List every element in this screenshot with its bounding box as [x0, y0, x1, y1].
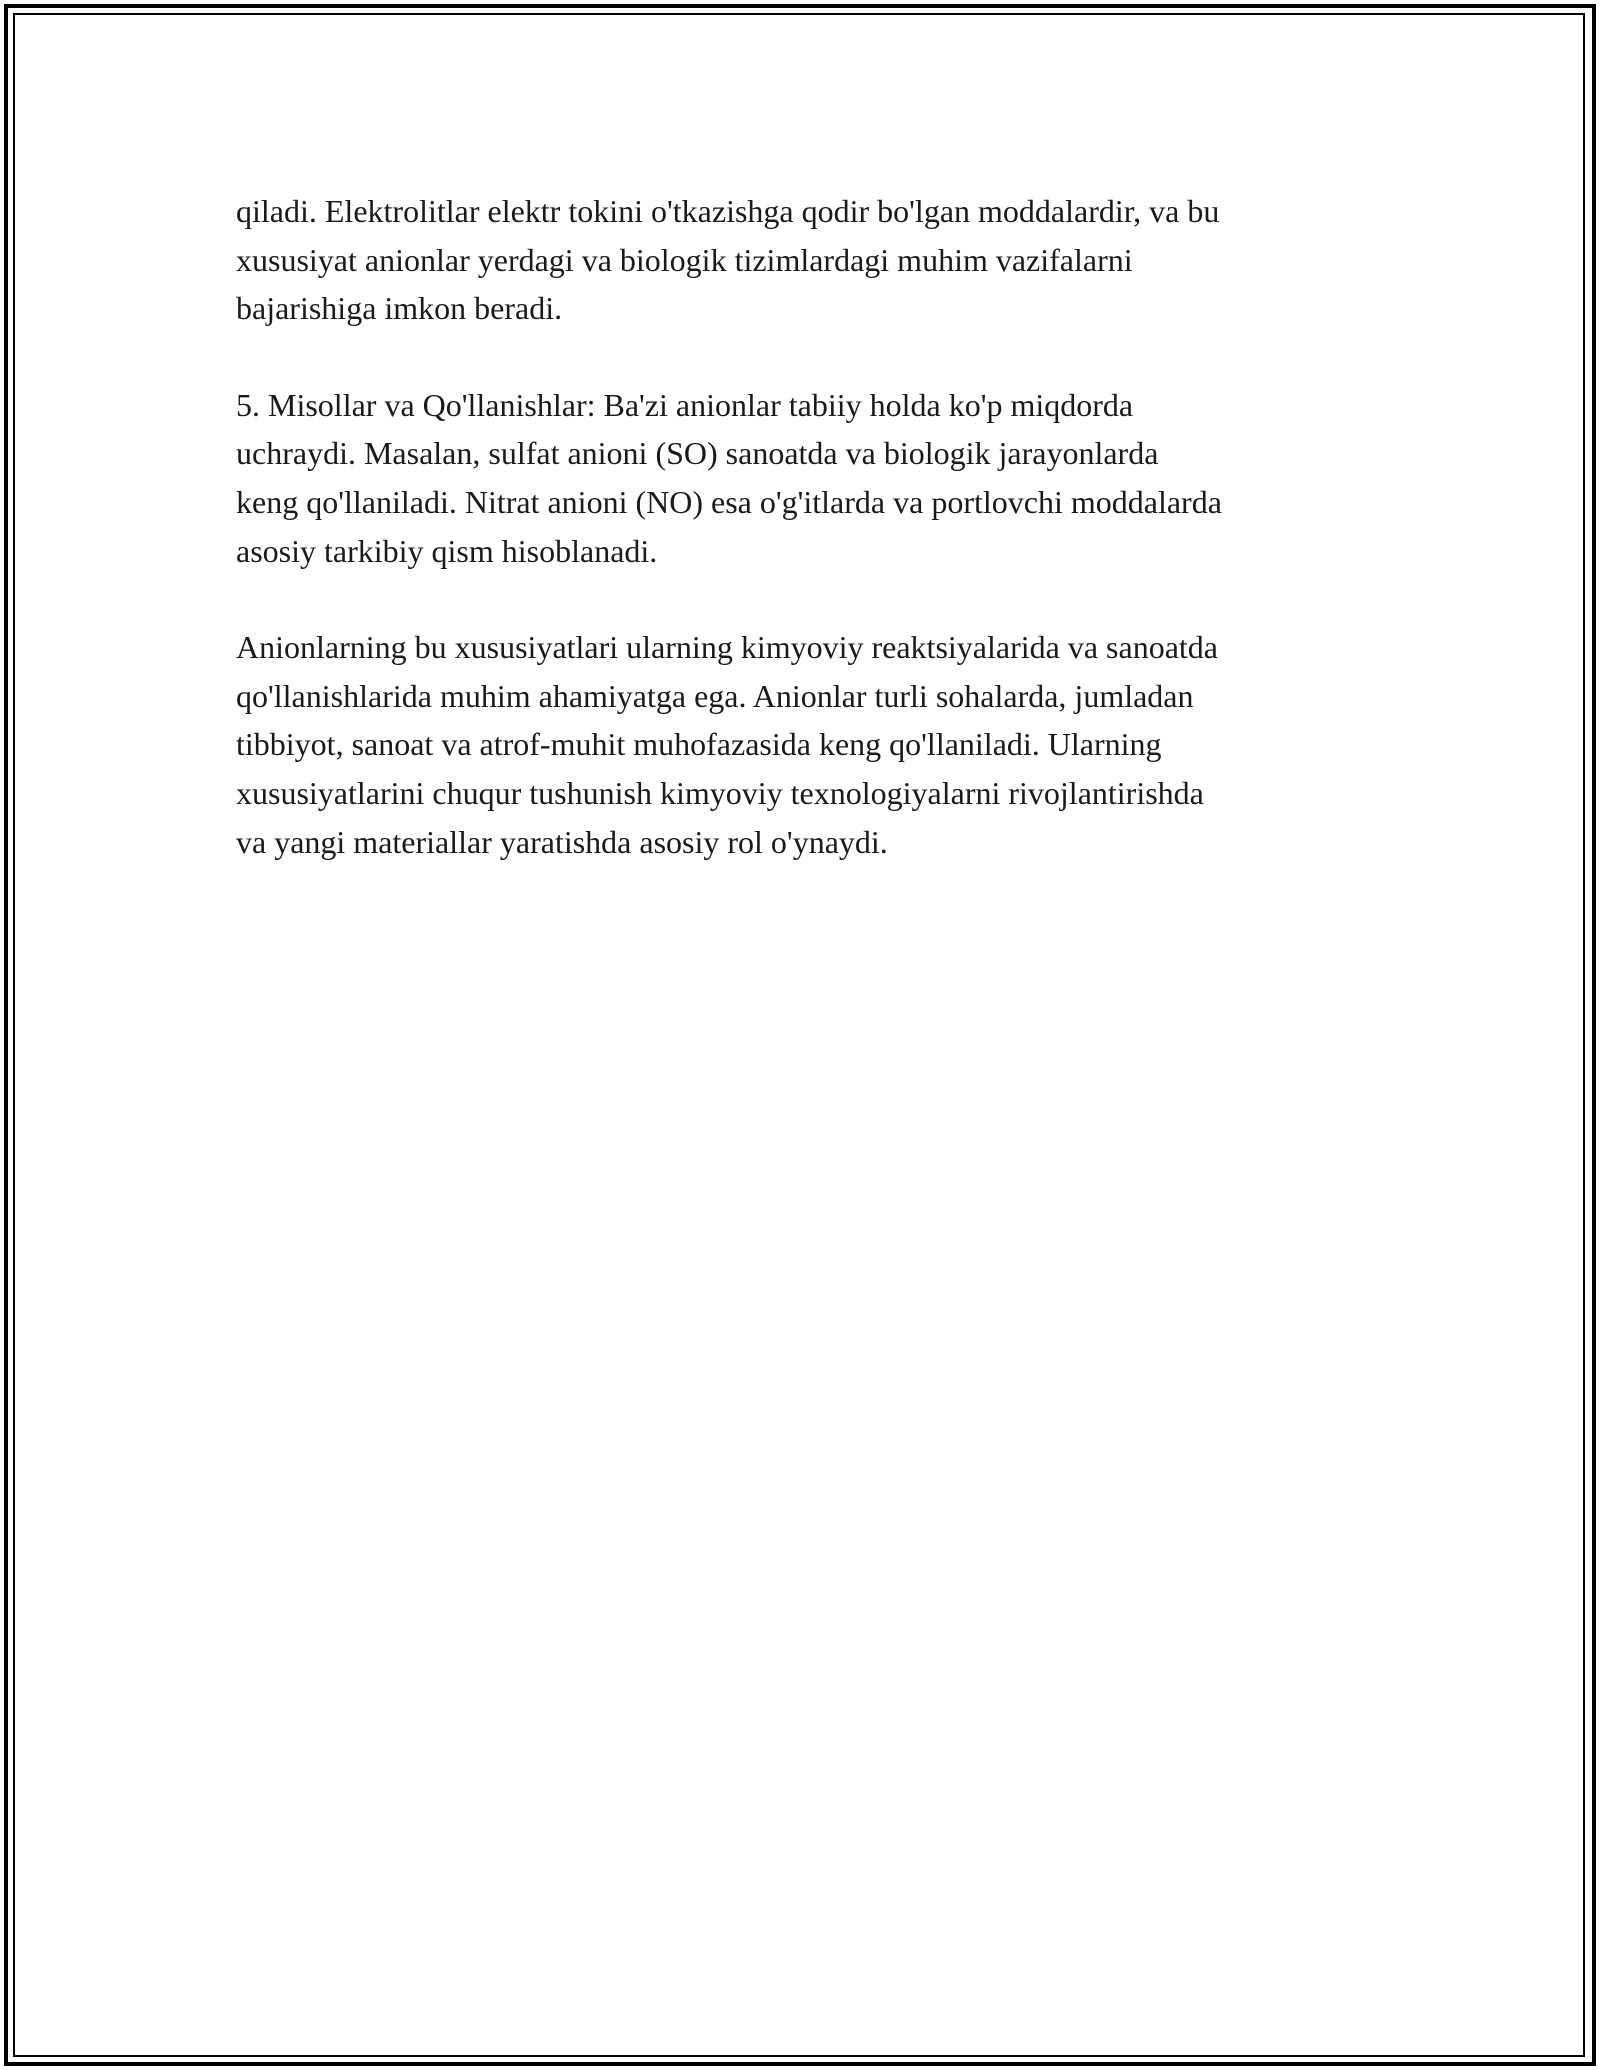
text-line: 5. Misollar va Qo'llanishlar: Ba'zi anionlar tabiiy holda ko'p miqdorda [236, 386, 1134, 423]
text-line: asosiy tarkibiy qism hisoblanadi. [236, 532, 658, 569]
text-line: uchraydi. Masalan, sulfat anioni (SO) sanoatda va biologik jarayonlarda [236, 435, 1159, 472]
text-line: tibbiyot, sanoat va atrof-muhit muhofazasida keng qo'llaniladi. Ularning [236, 726, 1162, 763]
document-body [236, 187, 1376, 914]
text-line: Anionlarning bu xususiyatlari ularning kimyoviy reaktsiyalarida va sanoatda [236, 629, 1218, 666]
text-line: xususiyat anionlar yerdagi va biologik tizimlardagi muhim vazifalarni [236, 241, 1133, 278]
text-line: bajarishiga imkon beradi. [236, 290, 563, 327]
paragraph-electrolytes [236, 187, 1376, 333]
paragraph-conclusion [236, 623, 1376, 866]
text-line: qiladi. Elektrolitlar elektr tokini o'tkazishga qodir bo'lgan moddalardir, va bu [236, 193, 1220, 229]
text-line: keng qo'llaniladi. Nitrat anioni (NO) esa o'g'itlarda va portlovchi moddalarda [236, 483, 1222, 520]
paragraph-examples [236, 381, 1376, 575]
text-line: va yangi materiallar yaratishda asosiy rol o'ynaydi. [236, 823, 888, 860]
text-line: xususiyatlarini chuqur tushunish kimyoviy texnologiyalarni rivojlantirishda [236, 774, 1204, 811]
text-line: qo'llanishlarida muhim ahamiyatga ega. Anionlar turli sohalarda, jumladan [236, 677, 1194, 714]
